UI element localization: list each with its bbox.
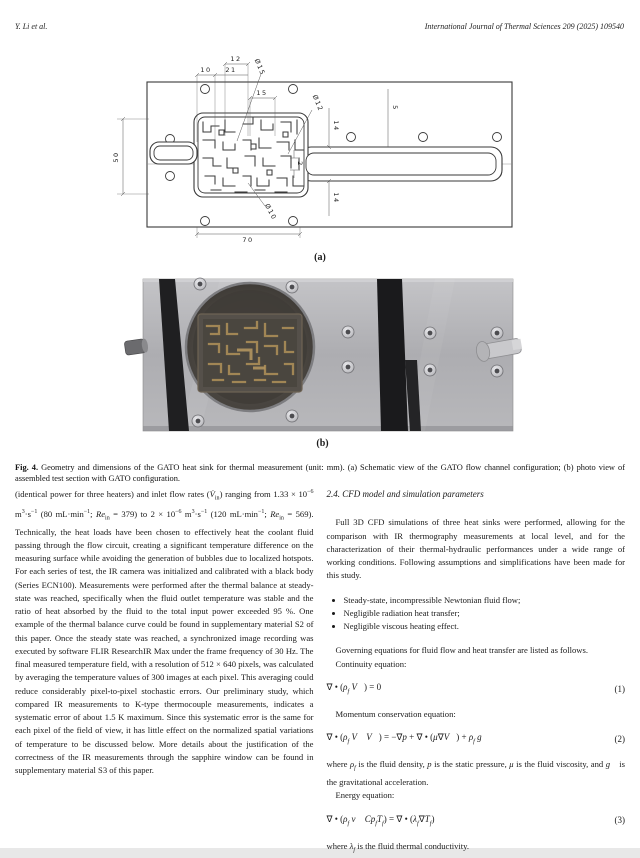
momentum-where-paragraph: where $\rho_f$ is the fluid density, p is the static pressure, μ is the fluid viscosity, and g⃗ is the gravitational acceleration. [326, 759, 625, 788]
figure-caption-text: Geometry and dimensions of the GATO heat sink for thermal measurement (unit: mm). (a) Schematic view of the GATO flow channel configuration; (b) photo view of assembled test section with GATO configuration. [15, 463, 625, 484]
equation-1-number: (1) [614, 683, 625, 694]
left-column [15, 486, 314, 858]
dim-14-upper: 14 [332, 120, 340, 132]
equation-1-body: ∇ • ($\rho_f$ V⃗) = 0 [326, 681, 382, 695]
assumptions-list [330, 594, 626, 634]
subfigure-a-label: (a) [314, 252, 326, 263]
dim-50: 50 [112, 151, 120, 163]
energy-equation-label: Energy equation: [335, 790, 395, 801]
dim-dia10: Ø10 [263, 202, 279, 222]
dim-12: 12 [230, 55, 242, 63]
dim-21: 21 [225, 66, 237, 74]
equation-1 [327, 681, 626, 698]
momentum-equation-label: Momentum conservation equation: [335, 708, 456, 719]
dim-5: 5 [391, 105, 399, 111]
dim-2: 2 [296, 161, 304, 167]
header-journal: International Journal of Thermal Sciences 209 (2025) 109540 [424, 22, 624, 31]
equation-2 [327, 731, 626, 748]
equation-3-body: ∇ • ($\rho_f$ v⃗ $Cp_fT_f$) = ∇ • $(\lambda_f\nabla T_f)$ [326, 813, 435, 827]
equation-2-number: (2) [614, 733, 625, 744]
dim-dia15: Ø15 [252, 57, 267, 78]
figure-caption [15, 462, 625, 484]
energy-where-paragraph: where $\lambda_f$ is the fluid thermal conductivity. [326, 840, 470, 854]
figure-4 [0, 46, 640, 484]
assumption-item: • Negligible radiation heat transfer; [344, 607, 626, 620]
continuity-equation-label: Continuity equation: [335, 658, 407, 669]
photo-assembled-test-section-b [125, 272, 520, 435]
dim-14-lower: 14 [332, 192, 340, 204]
page-header [15, 22, 624, 31]
governing-equations-paragraph: Governing equations for fluid flow and heat transfer are listed as follows. [335, 645, 588, 656]
subfigure-b-label: (b) [316, 438, 329, 449]
dim-15: 15 [256, 89, 268, 97]
assumption-item: • Negligible viscous heating effect. [344, 620, 626, 633]
section-heading-2-4: 2.4. CFD model and simulation parameters [326, 489, 484, 499]
body-columns [15, 486, 625, 858]
left-paragraph: (identical power for three heaters) and inlet flow rates $(V̇_{in})$ ranging from $1.33 \times 10^{-6}$ $m^3\cdot s^{-1}$ (80 $mL\cdot\min^{-1}$; $Re_{in} = 379$) to $2 \times 10^{-6}$ $m^3\cdot s^{-1}$ (120 $mL\cdot\min^{-1}$; $Re_{in} = 569$). Technically, the heat loads have been chosen to effectively heat the coolant fluid passing through the flow circuit, creating a significant temperature difference on the measuring surface while avoiding the generation of bubbles due to localized hotspots. For each series of test, the IR camera was initialized and calibrated with a black body (Series ECN100). Measurements were performed after the thermal balance at steady-state was reached, specifically when the fluid outlet temperature was stable and the ratio of heat absorbed by the fluid to the total input power exceeded 95 %. One example of the thermal balance curve could be found in supplementary material S2 of this paper. Once the steady state was reached, a synchronized image recording was executed by software FLIR ResearchIR Max under the frame frequency of 30 Hz. The final measured temperature field, with a resolution of 512 × 640 pixels, was calculated by averaging the temperature values of 300 images at each pixel. This averaging could reduce considerably pixel-to-pixel stochastic errors. Our preliminary study, which compared IR measurements to K-type thermocouple measurements, indicates a systematic error of about 1.5 K maximum. Since this systematic error is the same for each pixel of the field of view, it has little effect on the normalized spatial variations of temperature to be discussed below. More details about the justification of the correctness of the IR measurements through the sapphire window can be found in supplementary material S3 of this paper. [15, 488, 314, 776]
schematic-drawing-a [85, 46, 555, 251]
equation-3-number: (3) [614, 815, 625, 826]
cfd-intro-paragraph: Full 3D CFD simulations of three heat sinks were performed, allowing for the comparison with IR thermography measurements at local level, and for the characterization of their thermal-hydraulic performances under a wide range of working conditions. Following assumptions and simplifications have been made for this study. [326, 517, 625, 581]
right-column [327, 486, 626, 858]
gato-schematic-svg [85, 46, 555, 246]
equation-2-body: ∇ • ($\rho_f$ V⃗ V⃗) = −∇p + ∇ • (μ∇V⃗) + $\rho_f$ g⃗ [326, 732, 489, 745]
header-authors: Y. Li et al. [15, 22, 48, 31]
figure-caption-label: Fig. 4. [15, 463, 39, 472]
assumption-item: • Steady-state, incompressible Newtonian fluid flow; [344, 594, 626, 607]
equation-3 [327, 813, 626, 830]
dim-70: 70 [242, 236, 254, 244]
test-section-photo-svg [125, 272, 520, 430]
dim-10: 10 [200, 66, 212, 74]
dim-dia12: Ø12 [310, 93, 325, 114]
